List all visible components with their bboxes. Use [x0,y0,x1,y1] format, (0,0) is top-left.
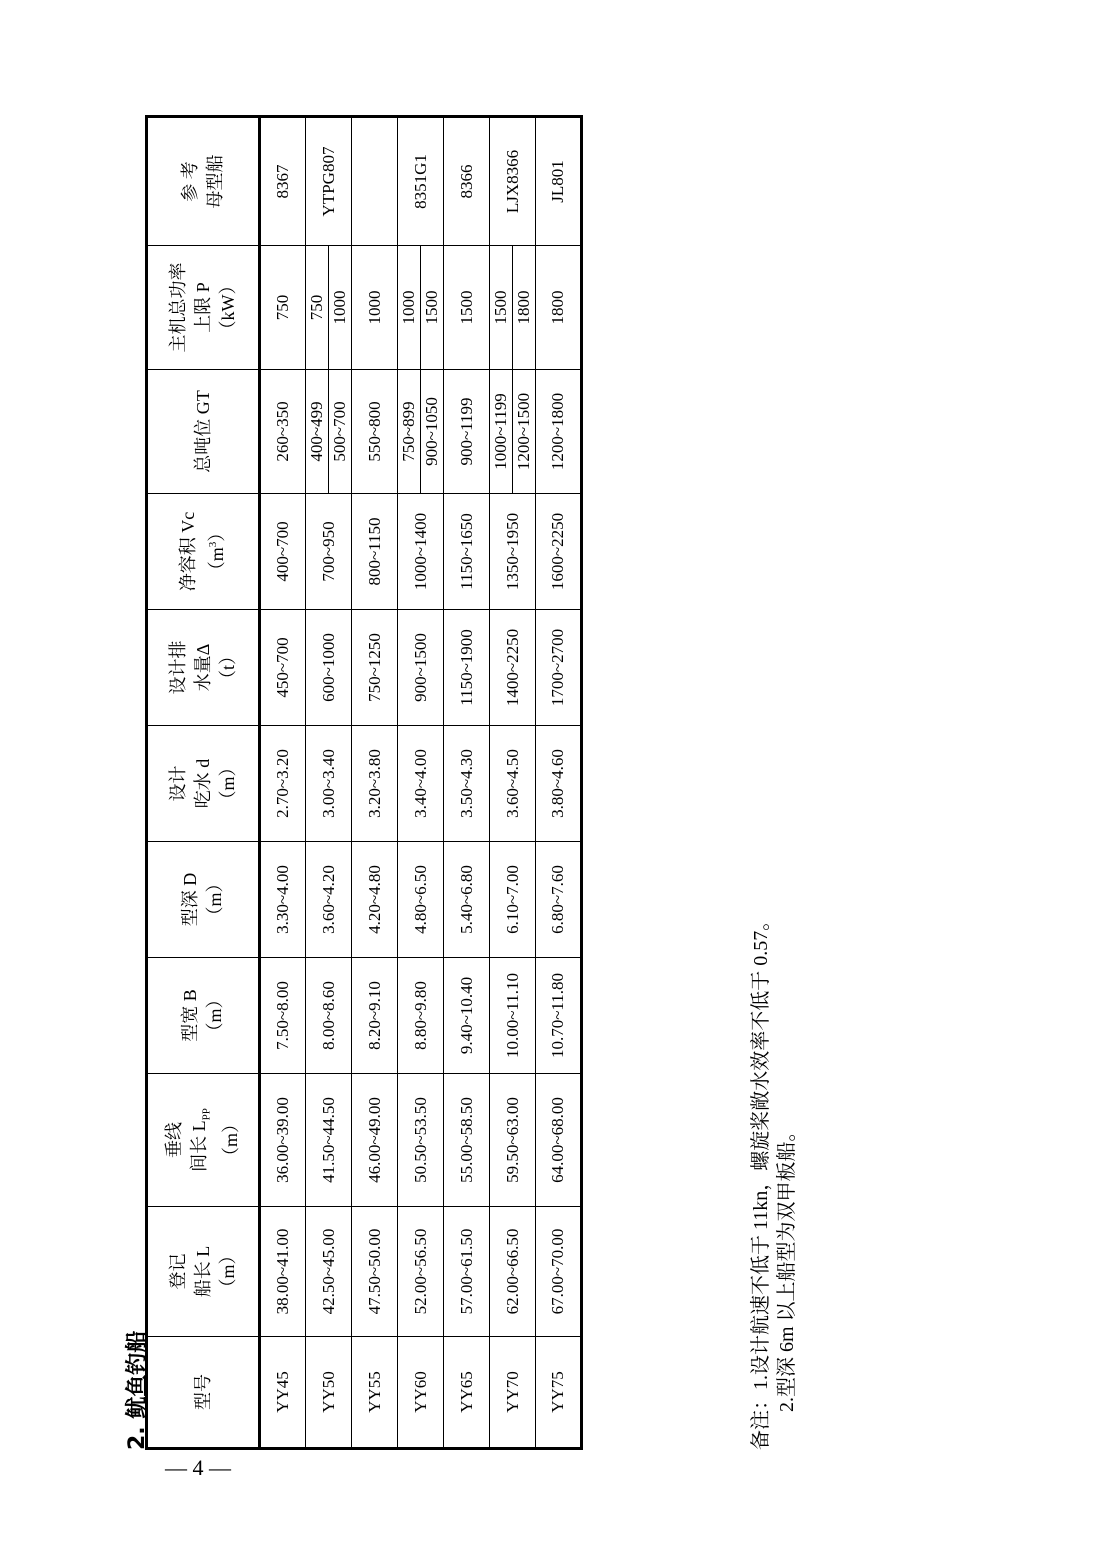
cell-ref [352,117,398,246]
cell-reg: 57.00~61.50 [444,1207,490,1337]
cell-power: 1800 [513,246,536,370]
cell-reg: 38.00~41.00 [260,1207,306,1337]
cell-d: 6.10~7.00 [490,842,536,958]
cell-model: YY45 [260,1337,306,1449]
cell-vol: 400~700 [260,494,306,610]
cell-gt: 400~499 [306,370,329,494]
cell-power: 750 [260,246,306,370]
cell-model: YY50 [306,1337,352,1449]
header-row [147,117,260,1449]
header-lpp: 垂线 间长 $L_{PP}$ （m） [147,1074,260,1207]
cell-power: 1500 [490,246,513,370]
cell-b: 9.40~10.40 [444,958,490,1074]
cell-draft: 3.20~3.80 [352,726,398,842]
cell-lpp: 41.50~44.50 [306,1074,352,1207]
header-main-engine-power: 主机总功率 上限 P （kW） [147,246,260,370]
cell-reg: 67.00~70.00 [536,1207,582,1337]
cell-draft: 3.00~3.40 [306,726,352,842]
rotated-page-content [120,110,820,1450]
cell-power: 1800 [536,246,582,370]
cell-power: 1500 [444,246,490,370]
cell-gt: 900~1050 [421,370,444,494]
cell-d: 3.30~4.00 [260,842,306,958]
cell-disp: 750~1250 [352,610,398,726]
section-title: 2. 鱿鱼钓船 [125,1330,150,1450]
header-reference-vessel: 参 考 母型船 [147,117,260,246]
cell-draft: 2.70~3.20 [260,726,306,842]
cell-power: 1000 [329,246,352,370]
header-gross-tonnage: 总吨位 GT [147,370,260,494]
squid-jigging-vessel-table [145,115,583,1450]
header-displacement: 设计排 水量Δ （t） [147,610,260,726]
cell-ref: LJX8366 [490,117,536,246]
table-row [490,117,513,1449]
cell-b: 8.80~9.80 [398,958,444,1074]
cell-reg: 42.50~45.00 [306,1207,352,1337]
table-row [536,117,582,1449]
cell-disp: 450~700 [260,610,306,726]
remarks [748,911,800,1450]
cell-draft: 3.60~4.50 [490,726,536,842]
cell-vol: 700~950 [306,494,352,610]
cell-vol: 1150~1650 [444,494,490,610]
cell-draft: 3.40~4.00 [398,726,444,842]
cell-power: 1000 [398,246,421,370]
cell-lpp: 55.00~58.50 [444,1074,490,1207]
cell-gt: 500~700 [329,370,352,494]
table-row [398,117,421,1449]
cell-lpp: 50.50~53.50 [398,1074,444,1207]
cell-vol: 1350~1950 [490,494,536,610]
table-row [352,117,398,1449]
cell-gt: 750~899 [398,370,421,494]
cell-disp: 1150~1900 [444,610,490,726]
header-net-volume: 净容积 Vc $(m^3)$ [147,494,260,610]
table-row [444,117,490,1449]
header-reg-length: 登记 船长 L （m） [147,1207,260,1337]
cell-gt: 1200~1500 [513,370,536,494]
cell-model: YY75 [536,1337,582,1449]
remark-line-1: 备注：1.设计航速不低于 11kn，螺旋桨敞水效率不低于 0.57。 [750,910,772,1450]
cell-gt: 550~800 [352,370,398,494]
cell-reg: 62.00~66.50 [490,1207,536,1337]
cell-power: 1500 [421,246,444,370]
cell-lpp: 64.00~68.00 [536,1074,582,1207]
cell-disp: 1400~2250 [490,610,536,726]
cell-ref: 8351G1 [398,117,444,246]
cell-vol: 800~1150 [352,494,398,610]
cell-gt: 1200~1800 [536,370,582,494]
header-draft: 设计 吃水 d （m） [147,726,260,842]
cell-disp: 900~1500 [398,610,444,726]
cell-b: 8.20~9.10 [352,958,398,1074]
cell-gt: 1000~1199 [490,370,513,494]
page-number: — 4 — [165,1455,231,1480]
cell-d: 4.80~6.50 [398,842,444,958]
cell-ref: 8367 [260,117,306,246]
cell-lpp: 36.00~39.00 [260,1074,306,1207]
cell-power: 750 [306,246,329,370]
cell-lpp: 59.50~63.00 [490,1074,536,1207]
header-model: 型号 [147,1337,260,1449]
cell-b: 8.00~8.60 [306,958,352,1074]
cell-power: 1000 [352,246,398,370]
cell-draft: 3.80~4.60 [536,726,582,842]
header-depth: 型深 D （m） [147,842,260,958]
cell-reg: 47.50~50.00 [352,1207,398,1337]
cell-gt: 900~1199 [444,370,490,494]
cell-d: 5.40~6.80 [444,842,490,958]
cell-model: YY70 [490,1337,536,1449]
cell-ref: YTPG807 [306,117,352,246]
cell-vol: 1600~2250 [536,494,582,610]
cell-ref: 8366 [444,117,490,246]
cell-reg: 52.00~56.50 [398,1207,444,1337]
table-row [306,117,329,1449]
cell-b: 10.70~11.80 [536,958,582,1074]
cell-d: 6.80~7.60 [536,842,582,958]
remark-line-2: 2.型深 6m 以上船型为双甲板船。 [776,1121,798,1412]
table-row [260,117,306,1449]
cell-draft: 3.50~4.30 [444,726,490,842]
cell-model: YY60 [398,1337,444,1449]
cell-d: 3.60~4.20 [306,842,352,958]
cell-b: 10.00~11.10 [490,958,536,1074]
cell-lpp: 46.00~49.00 [352,1074,398,1207]
cell-disp: 1700~2700 [536,610,582,726]
cell-vol: 1000~1400 [398,494,444,610]
cell-model: YY65 [444,1337,490,1449]
cell-d: 4.20~4.80 [352,842,398,958]
cell-model: YY55 [352,1337,398,1449]
cell-ref: JL801 [536,117,582,246]
cell-gt: 260~350 [260,370,306,494]
header-breadth: 型宽 B （m） [147,958,260,1074]
cell-b: 7.50~8.00 [260,958,306,1074]
cell-disp: 600~1000 [306,610,352,726]
